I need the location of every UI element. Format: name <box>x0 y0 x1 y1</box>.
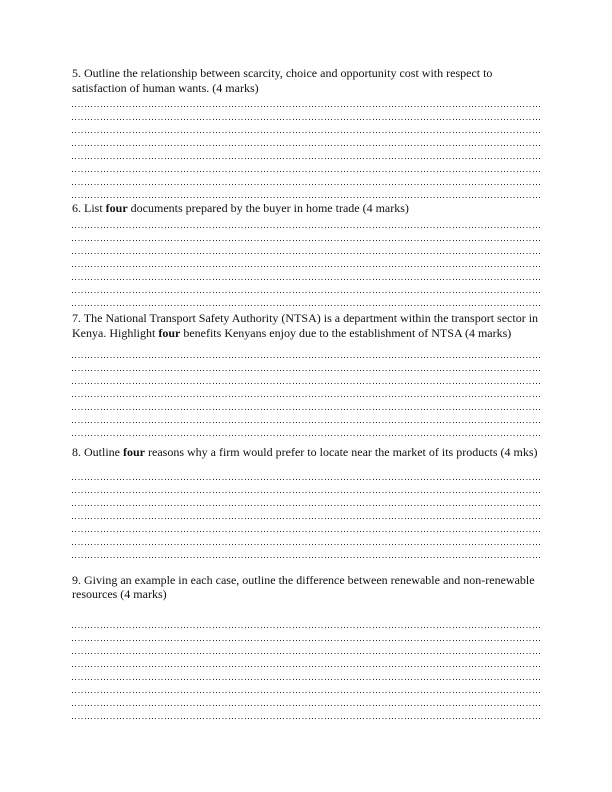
question-8-text <box>72 445 540 460</box>
question-5-text-pre: 5. Outline the relationship between scarcity, choice and opportunity cost with respect to satisfaction of human wants. (4 marks) <box>72 66 493 95</box>
question-7-answer-lines <box>72 348 540 439</box>
question-8-text-post: reasons why a firm would prefer to locate near the market of its products (4 mks) <box>145 445 538 460</box>
question-6-text-pre: 6. List <box>72 201 106 216</box>
answer-line <box>72 631 540 644</box>
question-6-text-bold: four <box>105 201 128 216</box>
question-5-text <box>72 66 540 95</box>
answer-line <box>72 123 540 136</box>
answer-line <box>72 618 540 631</box>
answer-line <box>72 696 540 709</box>
answer-line <box>72 522 540 535</box>
question-9-text <box>72 573 540 602</box>
question-7-text-pre: 7. The National Transport Safety Authority (NTSA) is a department within the transport sector in Kenya. Highlight <box>72 310 539 340</box>
question-7-text-post: benefits Kenyans enjoy due to the establishment of NTSA (4 marks) <box>180 325 512 340</box>
answer-line <box>72 535 540 548</box>
answer-line <box>72 683 540 696</box>
question-block-6 <box>72 201 540 309</box>
answer-line <box>72 188 540 201</box>
answer-line <box>72 244 540 257</box>
question-7-text-bold: four <box>158 325 181 340</box>
question-9-answer-lines <box>72 618 540 722</box>
answer-line <box>72 175 540 188</box>
answer-line <box>72 670 540 683</box>
question-block-5 <box>72 66 540 201</box>
answer-line <box>72 110 540 123</box>
answer-line <box>72 231 540 244</box>
answer-line <box>72 257 540 270</box>
answer-line <box>72 374 540 387</box>
question-8-text-pre: 8. Outline <box>72 445 123 460</box>
answer-line <box>72 387 540 400</box>
answer-line <box>72 496 540 509</box>
answer-line <box>72 136 540 149</box>
answer-line <box>72 483 540 496</box>
question-8-text-bold: four <box>123 445 145 460</box>
question-block-8 <box>72 445 540 561</box>
answer-line <box>72 470 540 483</box>
question-9-text-pre: 9. Giving an example in each case, outline the difference between renewable and non-renewable resources (4 marks) <box>72 572 535 602</box>
answer-line <box>72 149 540 162</box>
answer-line <box>72 509 540 522</box>
answer-line <box>72 218 540 231</box>
answer-line <box>72 361 540 374</box>
answer-line <box>72 270 540 283</box>
answer-line <box>72 400 540 413</box>
question-7-text <box>72 311 540 340</box>
answer-line <box>72 97 540 110</box>
answer-line <box>72 644 540 657</box>
answer-line <box>72 162 540 175</box>
question-8-answer-lines <box>72 470 540 561</box>
answer-line <box>72 657 540 670</box>
question-6-text <box>72 201 540 216</box>
answer-line <box>72 426 540 439</box>
question-6-answer-lines <box>72 218 540 309</box>
answer-line <box>72 348 540 361</box>
answer-line <box>72 548 540 561</box>
question-block-7 <box>72 311 540 439</box>
question-6-text-post: documents prepared by the buyer in home trade (4 marks) <box>127 201 409 216</box>
answer-line <box>72 296 540 309</box>
question-block-9 <box>72 573 540 722</box>
answer-line <box>72 283 540 296</box>
question-5-answer-lines <box>72 97 540 201</box>
answer-line <box>72 709 540 722</box>
answer-line <box>72 413 540 426</box>
